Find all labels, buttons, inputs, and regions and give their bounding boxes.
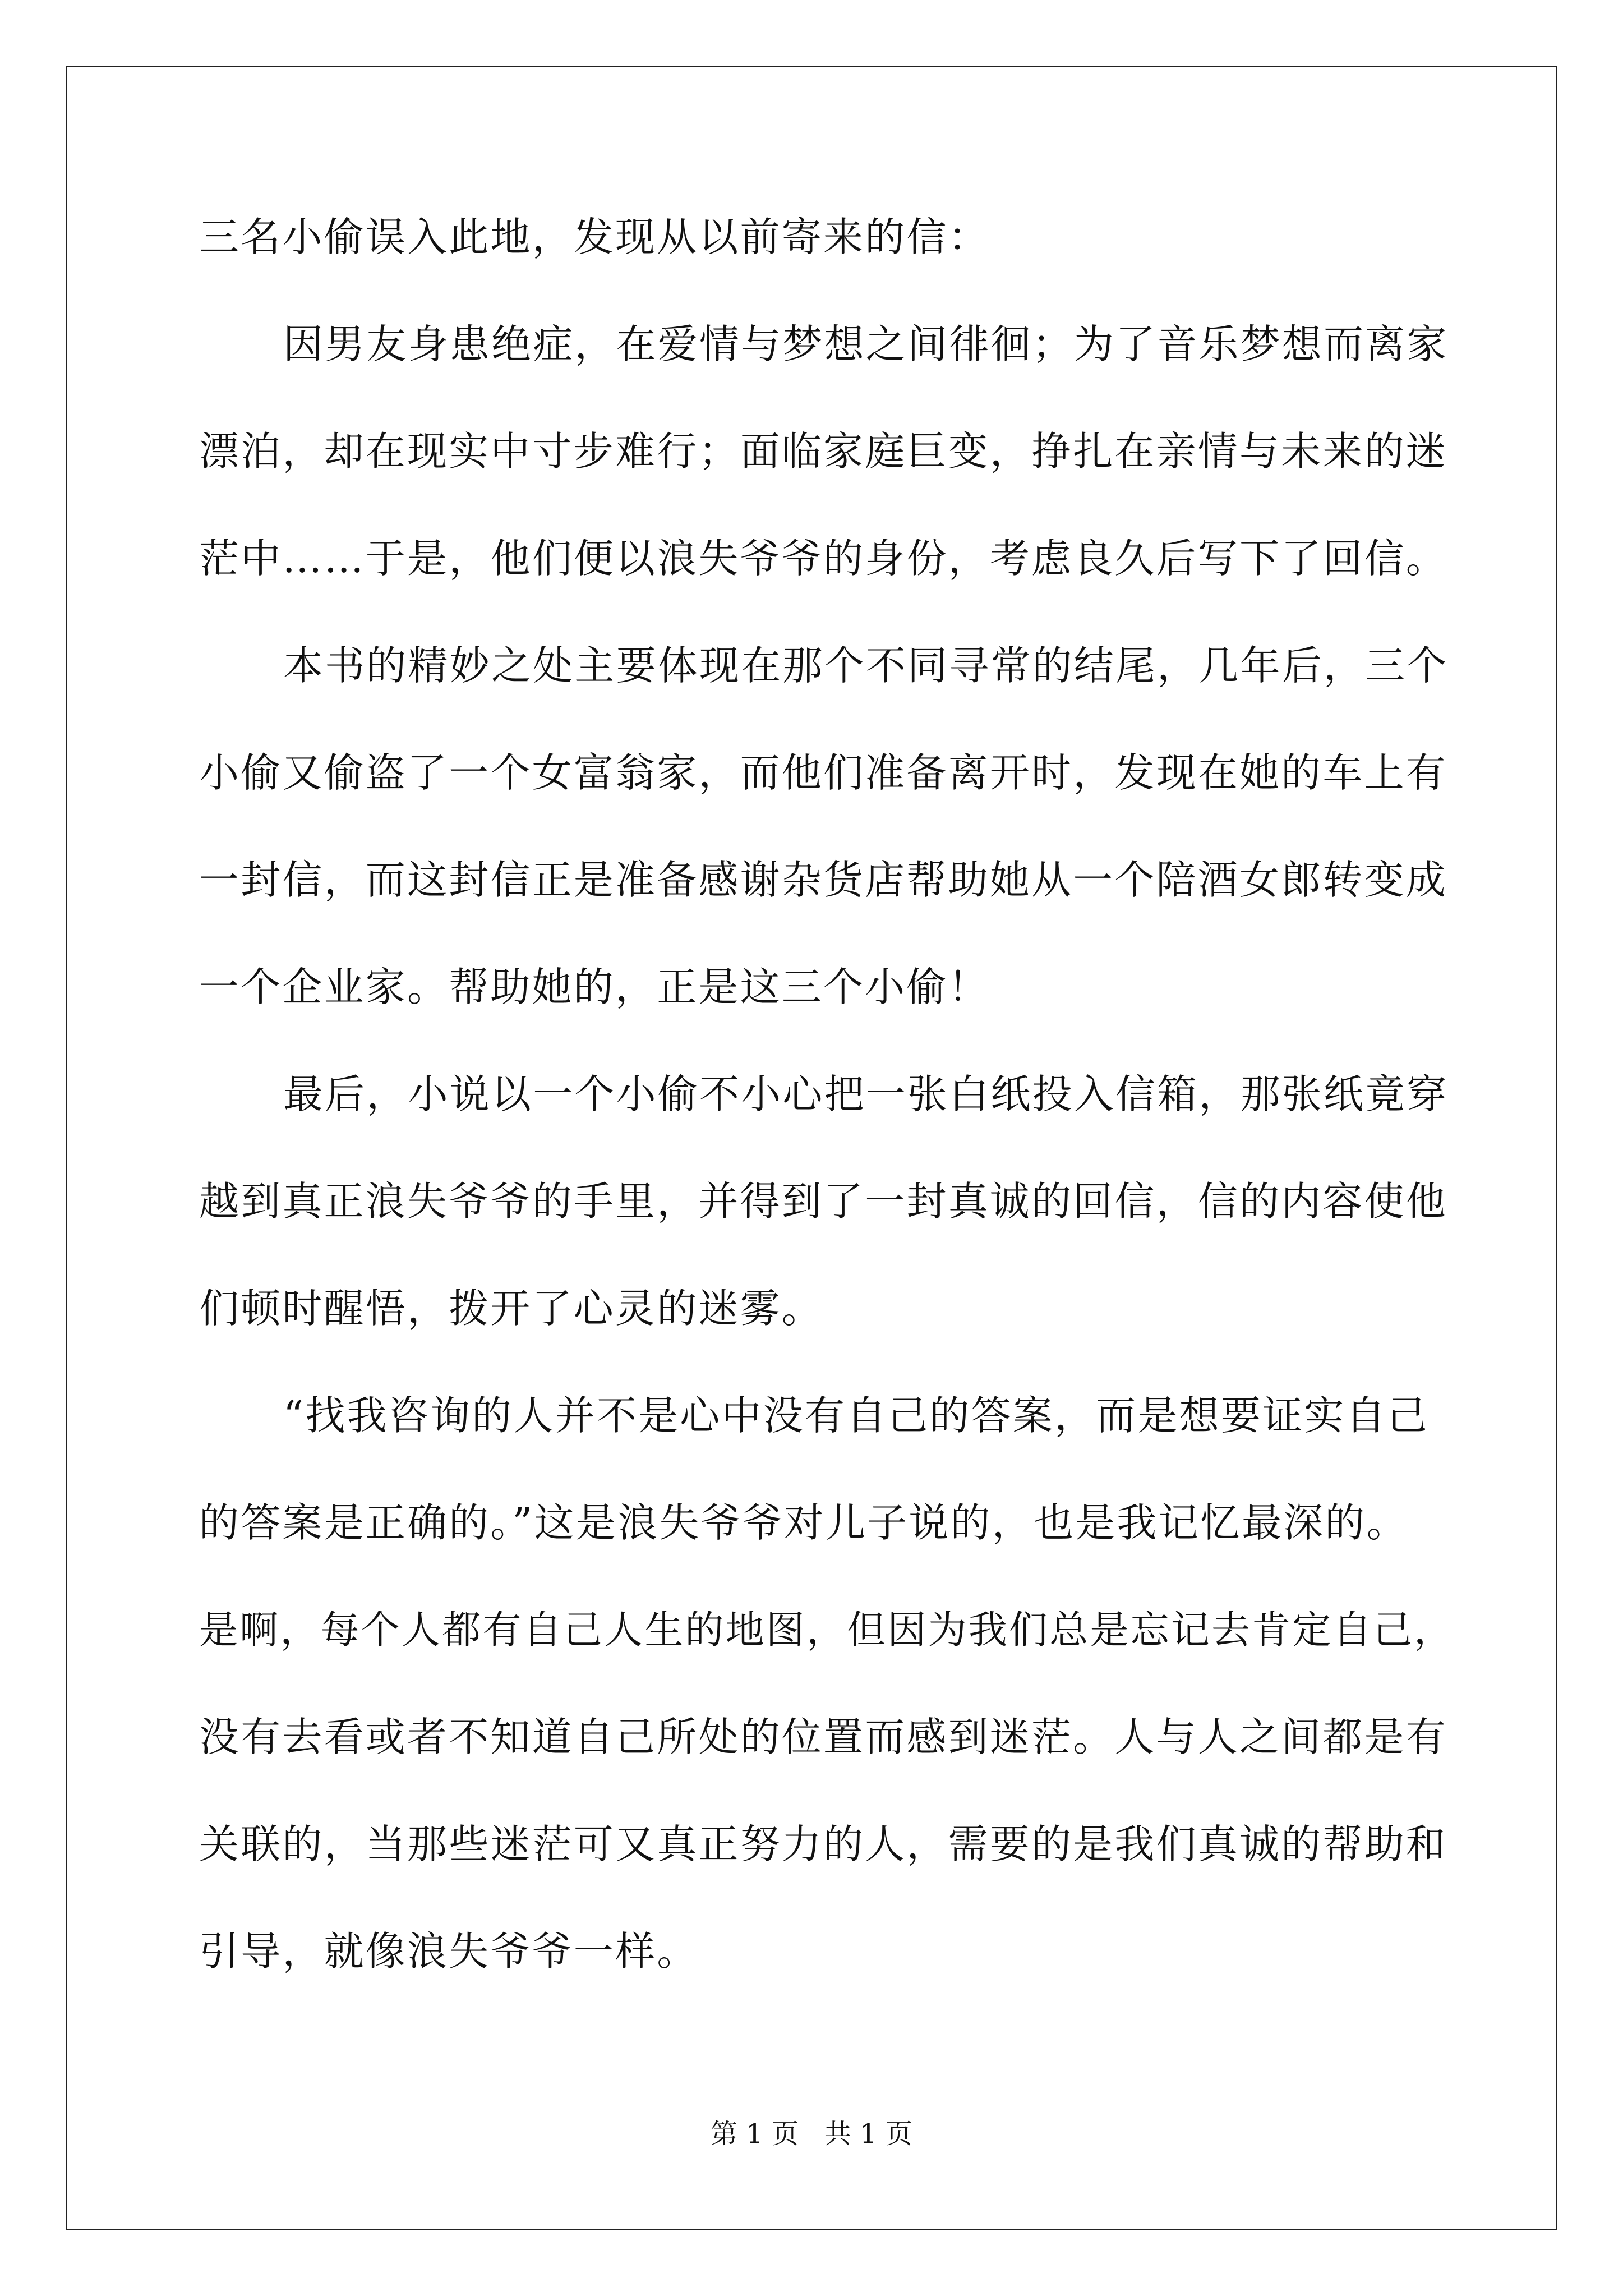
page-number-footer: 第 1 页 共 1 页 xyxy=(711,2118,912,2150)
paragraph-start-line: “找我咨询的人并不是心中没有自己的答案，而是想要证实自己 xyxy=(283,1392,1429,1439)
text-line: 小偷又偷盗了一个女富翁家，而他们准备离开时，发现在她的车上有 xyxy=(199,749,1448,796)
text-line: 关联的，当那些迷茫可又真正努力的人，需要的是我们真诚的帮助和 xyxy=(199,1821,1448,1867)
text-line: 们顿时醒悟，拨开了心灵的迷雾。 xyxy=(199,1285,824,1332)
text-line: 没有去看或者不知道自己所处的位置而感到迷茫。人与人之间都是有 xyxy=(199,1714,1448,1760)
text-line: 一个企业家。帮助她的，正是这三个小偷！ xyxy=(199,964,990,1010)
text-line: 三名小偷误入此地，发现从以前寄来的信： xyxy=(199,214,990,260)
text-line: 茫中……于是，他们便以浪失爷爷的身份，考虑良久后写下了回信。 xyxy=(199,535,1448,582)
page-border xyxy=(66,66,1557,2230)
text-line: 越到真正浪失爷爷的手里，并得到了一封真诚的回信，信的内容使他 xyxy=(199,1178,1448,1225)
text-line: 的答案是正确的。”这是浪失爷爷对儿子说的，也是我记忆最深的。 xyxy=(199,1499,1408,1546)
text-line: 一封信，而这封信正是准备感谢杂货店帮助她从一个陪酒女郎转变成 xyxy=(199,857,1448,903)
text-line: 是啊，每个人都有自己人生的地图，但因为我们总是忘记去肯定自己， xyxy=(199,1608,1455,1653)
text-line: 引导，就像浪失爷爷一样。 xyxy=(199,1928,699,1975)
text-line: 漂泊，却在现实中寸步难行；面临家庭巨变，挣扎在亲情与未来的迷 xyxy=(199,428,1448,475)
paragraph-start-line: 本书的精妙之处主要体现在那个不同寻常的结尾，几年后，三个 xyxy=(283,642,1449,689)
paragraph-start-line: 因男友身患绝症，在爱情与梦想之间徘徊；为了音乐梦想而离家 xyxy=(283,321,1449,367)
paragraph-start-line: 最后，小说以一个小偷不小心把一张白纸投入信箱，那张纸竟穿 xyxy=(283,1071,1449,1117)
